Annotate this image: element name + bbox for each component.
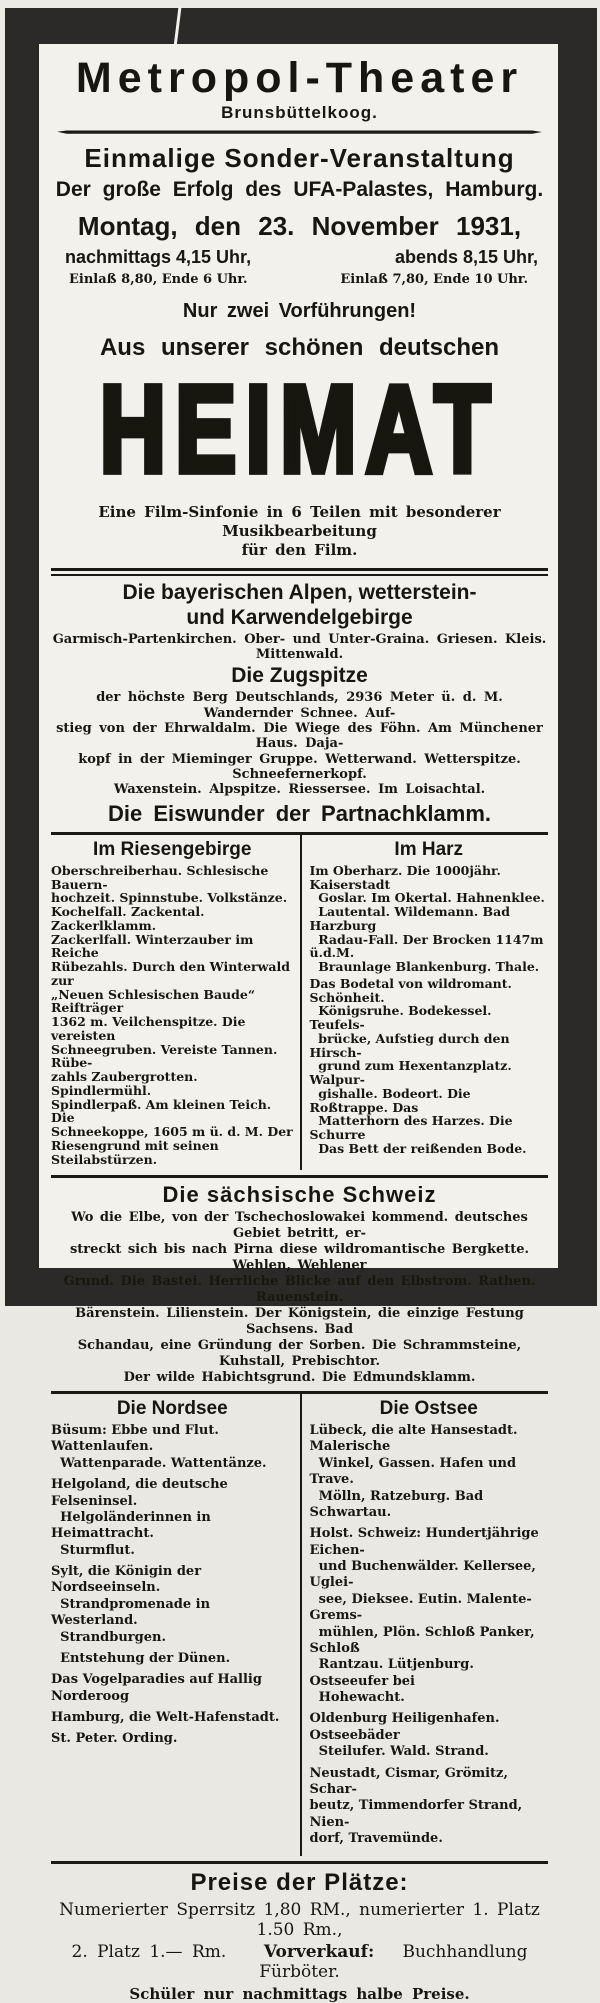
price-line2-prefix: 2. Platz 1.— Rm. [71, 1942, 227, 1963]
section-divider-2 [51, 1175, 548, 1178]
event-announcement: Einmalige Sonder-Veranstaltung [84, 143, 515, 174]
ostsee-heading: Die Ostsee [379, 1398, 478, 1420]
price-line1: Numerierter Sperrsitz 1,80 RM., numerierter 1. Platz 1.50 Rm., [59, 1900, 540, 1941]
event-subline: Der große Erfolg des UFA-Palastes, Hamburg. [55, 178, 544, 202]
film-desc-line1: Eine Film-Sinfonie in 6 Teilen mit besonderer Musikbearbeitung [98, 503, 501, 540]
section-divider-4 [51, 1861, 548, 1864]
afternoon-admission: Einlaß 8,80, Ende 6 Uhr. [69, 272, 248, 288]
nordsee-column [49, 1394, 300, 1856]
saechsische-heading: Die sächsische Schweiz [162, 1182, 437, 1208]
zugspitze-text: der höchste Berg Deutschlands, 2936 Meter ü. d. M. Wandernder Schnee. Auf- stieg von der Ehrwaldalm. Die Wiege des Föhn. Am Münchener Haus. Daja- kopf in der Mieminger Gruppe. Wetterwand. Wetterspitze. Schneefernerkopf. Waxenstein. Alpspitze. Riessersee. Im Loisachtal. [56, 690, 543, 798]
two-shows-note: Nur zwei Vorführungen! [182, 300, 417, 323]
eiswunder-heading: Die Eiswunder der Partnachklamm. [107, 800, 492, 826]
film-intro: Aus unserer schönen deutschen [99, 334, 500, 362]
sea-columns [49, 1394, 550, 1856]
zugspitze-heading: Die Zugspitze [231, 664, 368, 688]
film-description [49, 503, 550, 559]
saechsische-text: Wo die Elbe, von der Tschechoslowakei kommend. deutsches Gebiet betritt, er- streckt sich bis nach Pirna diese wildromantische Bergkette. Wehlen, Wehlener Grund. Die Bastei. Herrliche Blicke auf den Elbstrom. Rathen. Rauenstein. Bärenstein. Lilienstein. Der Königstein, die einzige Festung Sachsens. Bad Schandau, eine Gründung der Sorben. Die Schrammsteine, Kuhstall, Prebischtor. Der wilde Habichtsgrund. Die Edmundsklamm. [63, 1210, 536, 1386]
screening-date: Montag, den 23. November 1931, [77, 211, 522, 242]
theater-location: Brunsbüttelkoog. [221, 103, 378, 123]
riesengebirge-text: Oberschreiberhau. Schlesische Bauern- hochzeit. Spinnstube. Volkstänze. Kochelfall. Zackental. Zackerlklamm. Zackerlfall. Winterzauber im Reiche Rübezahls. Durch den Winterwald zur „Neuen Schlesischen Baude“ Reifträger 1362 m. Veilchenspitze. Die vereisten Schneegruben. Vereiste Tannen. Rübe- zahls Zaubergrotten. Spindlermühl. Spindlerpaß. Am kleinen Teich. Die Schneekoppe, 1605 m ü. d. M. Der Riesengrund mit seinen Steilabstürzen. [51, 862, 295, 1167]
poster-paper [37, 44, 558, 2003]
nordsee-text: Büsum: Ebbe und Flut. Wattenlaufen. Wattenparade. Wattentänze. Helgoland, die deutsche Felseninsel. Helgoländerinnen in Heimattracht. Sturmflut. Sylt, die Königin der Nordseeinseln. Strandpromenade in Westerland. Strandburgen. Entstehung der Dünen. Das Vogelparadies auf Hallig Norderoog Hamburg, die Welt-Hafenstadt. St. Peter. Ording. [51, 1423, 280, 1747]
film-desc-line2: für den Film. [241, 540, 358, 559]
theater-name: Metropol-Theater [75, 54, 524, 102]
harz-column [300, 835, 551, 1171]
showtimes-row [49, 247, 550, 268]
riesengebirge-heading: Im Riesengebirge [93, 838, 252, 860]
ostsee-text: Lübeck, die alte Hansestadt. Malerische Winkel, Gassen. Hafen und Trave. Mölln, Ratzeburg. Bad Schwartau. Holst. Schweiz: Hundertjährige Eichen- und Buchenwälder. Kellersee, Uglei- see, Dieksee. Eutin. Malente-Grems- mühlen, Plön. Schloß Panker, Schloß Rantzau. Lütjenburg. Ostseeufer bei Hohewacht. Oldenburg Heiligenhafen. Ostseebäder Steilufer. Wald. Strand. Neustadt, Cismar, Grömitz, Schar- beutz, Timmendorfer Strand, Nien- dorf, Travemünde. [309, 1423, 544, 1847]
harz-text: Im Oberharz. Die 1000jähr. Kaiserstadt Goslar. Im Okertal. Hahnenklee. Lautental. Wildemann. Bad Harzburg Radau-Fall. Der Brocken 1147m ü.d.M. Braunlage Blankenburg. Thale. Das Bodetal von wildromant. Schönheit. Königsruhe. Bodekessel. Teufels- brücke, Aufstieg durch den Hirsch- grund zum Hexentanzplatz. Walpur- gishalle. Bodeort. Die Roßtrappe. Das Matterhorn des Harzes. Die Schurre Das Bett der reißenden Bode. [309, 862, 548, 1156]
mountain-columns [49, 835, 550, 1171]
nordsee-heading: Die Nordsee [116, 1398, 228, 1420]
price-line3: Schüler nur nachmittags halbe Preise. [129, 1985, 470, 2003]
section-divider-double [51, 568, 548, 576]
film-title: HEIMAT [99, 361, 500, 499]
alps-heading [49, 581, 550, 629]
presale-vendor: Buchhandlung Fürböter. [259, 1942, 528, 1983]
film-title-block [49, 361, 550, 499]
afternoon-time: nachmittags 4,15 Uhr, [65, 247, 252, 268]
price-line2 [49, 1942, 550, 1982]
header-rule [57, 130, 542, 134]
riesengebirge-column [49, 835, 300, 1171]
harz-heading: Im Harz [394, 838, 464, 860]
presale-label: Vorverkauf: [263, 1942, 375, 1963]
evening-admission: Einlaß 7,80, Ende 10 Uhr. [340, 272, 528, 288]
alps-heading-line1: Die bayerischen Alpen, wetterstein- [122, 581, 477, 605]
alps-places: Garmisch-Partenkirchen. Ober- und Unter-Graina. Griesen. Kleis. Mittenwald. [52, 631, 547, 662]
ostsee-column [300, 1394, 551, 1856]
evening-time: abends 8,15 Uhr, [394, 247, 538, 268]
admission-row [49, 272, 550, 287]
alps-heading-line2: und Karwendelgebirge [186, 605, 413, 629]
prices-heading: Preise der Plätze: [190, 1869, 409, 1897]
